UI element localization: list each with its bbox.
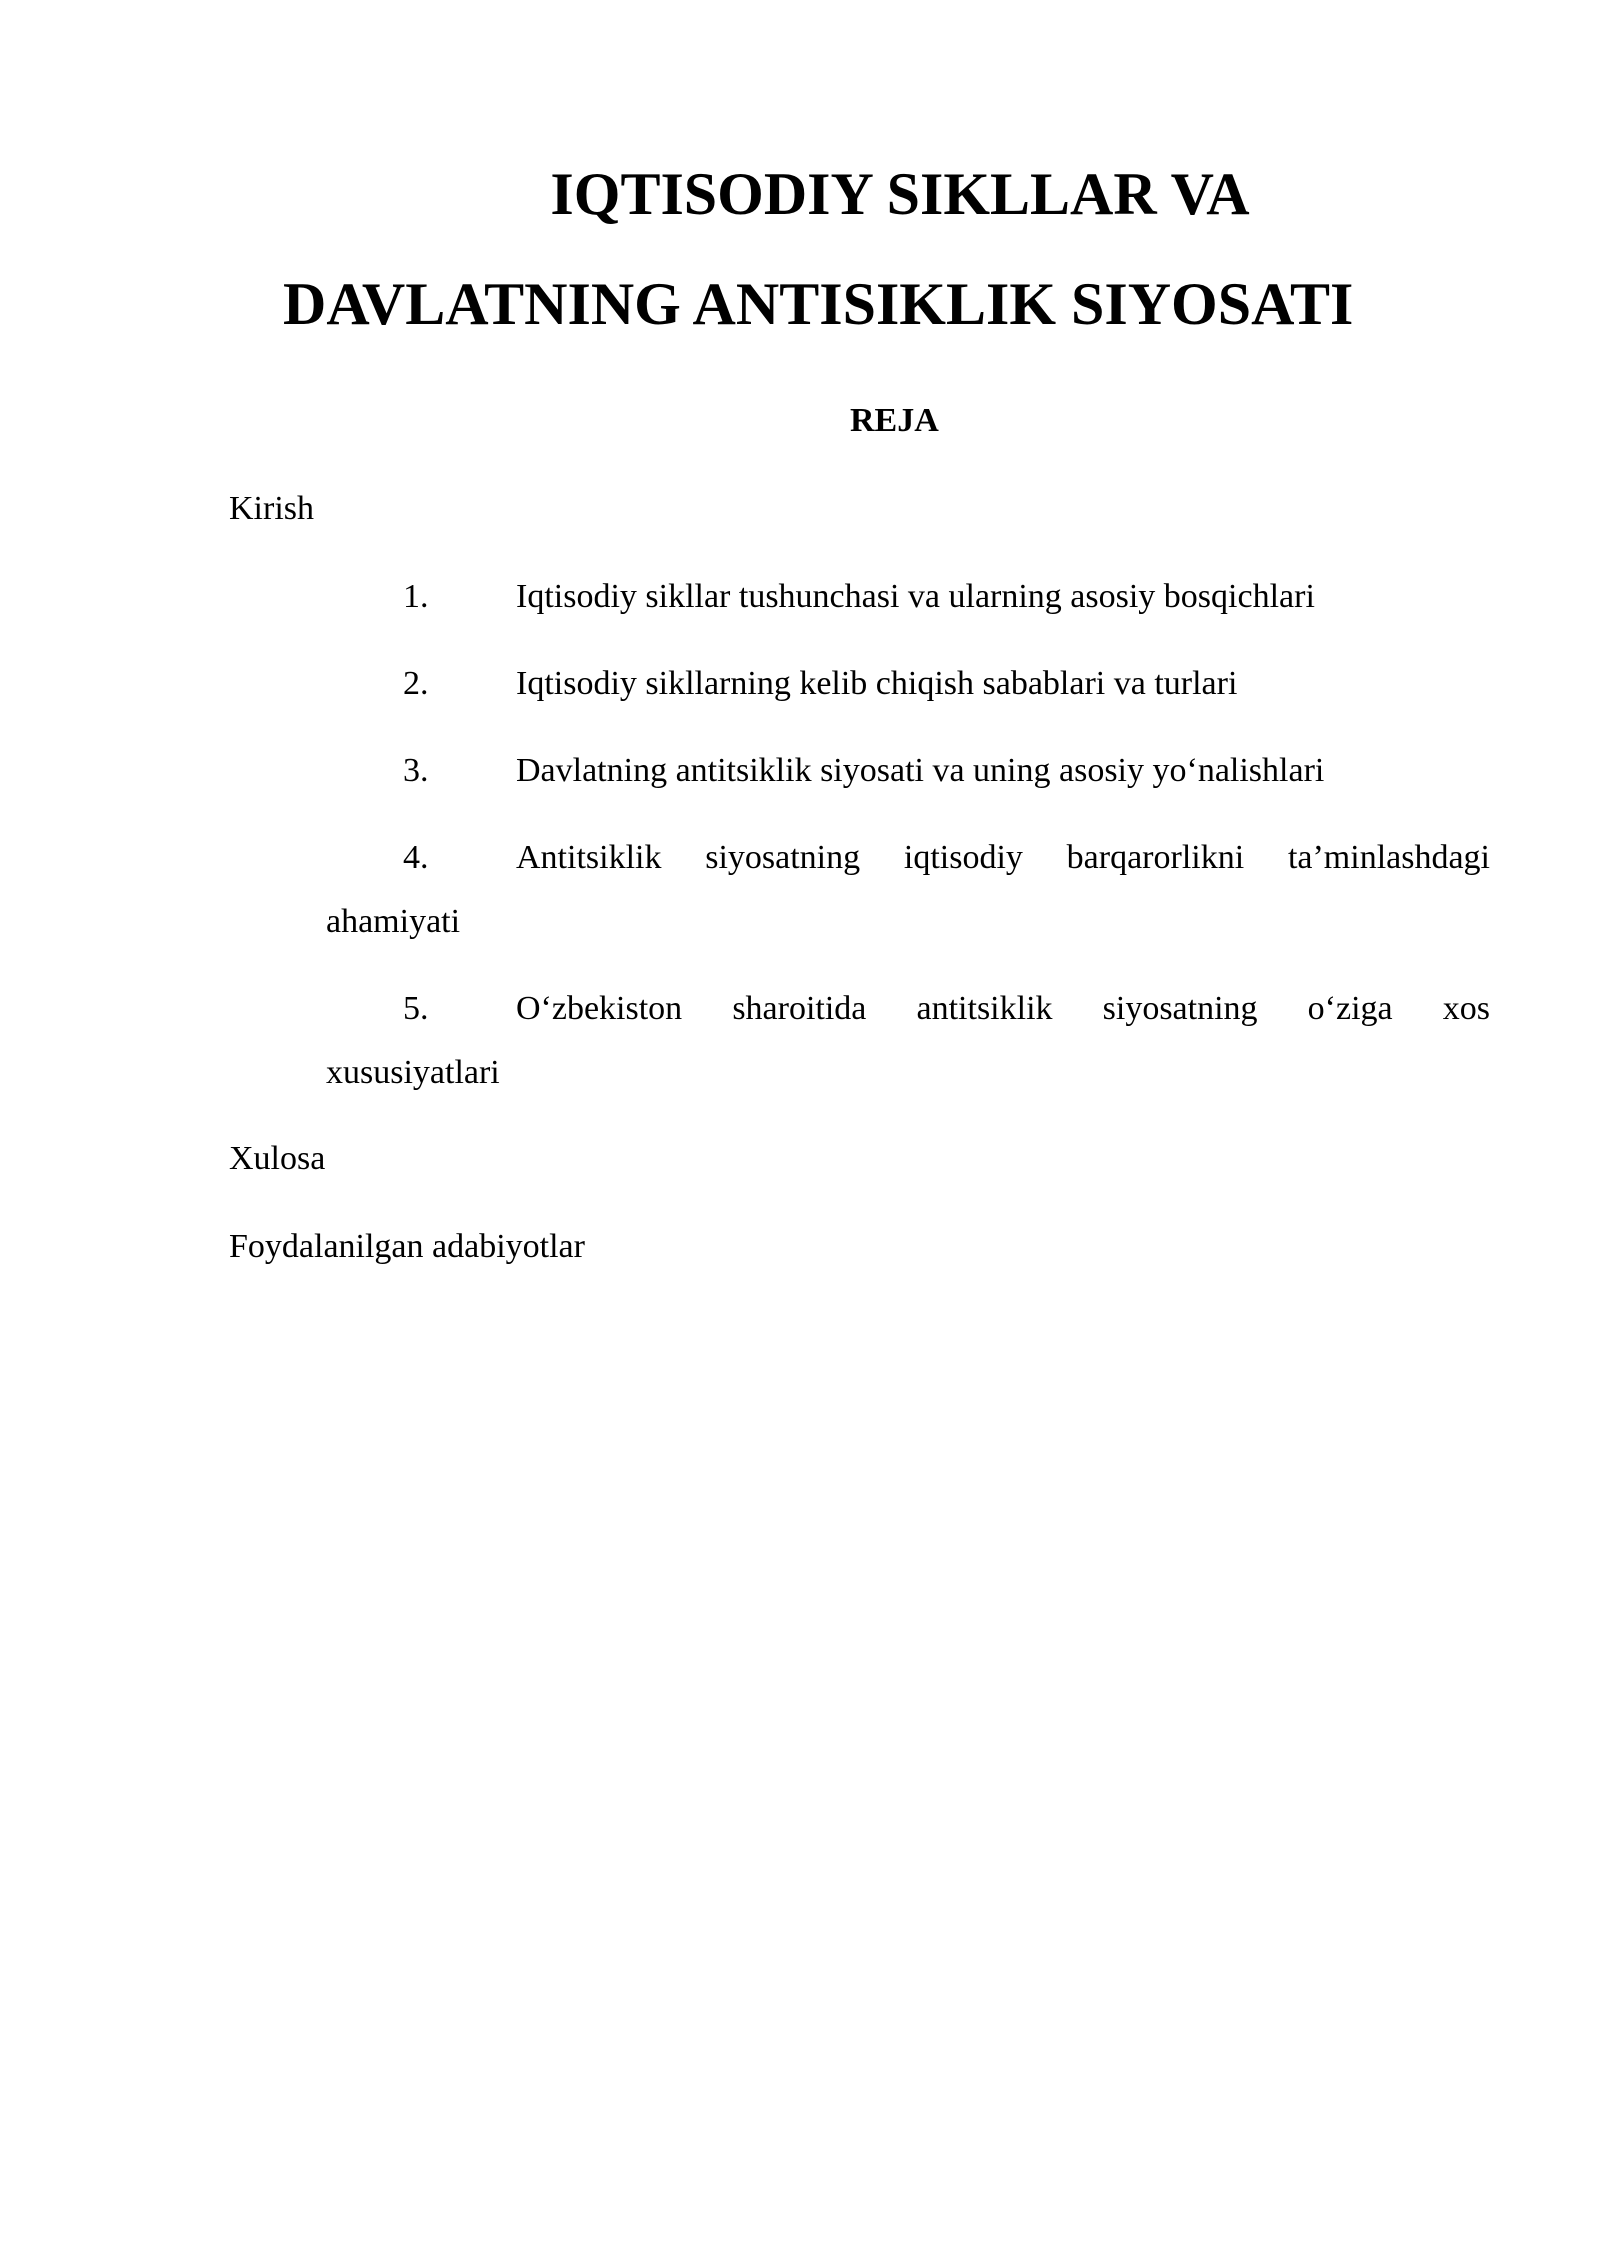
toc-item-number: 2.: [403, 665, 429, 702]
toc-item-text-continuation: ahamiyati: [326, 903, 461, 940]
toc-item-number: 4.: [403, 839, 429, 876]
toc-item-text: O‘zbekiston sharoitida antitsiklik siyosatning o‘ziga xos: [516, 990, 1490, 1027]
toc-item-text: Antitsiklik siyosatning iqtisodiy barqarorlikni ta’minlashdagi: [516, 839, 1490, 876]
plan-heading: REJA: [850, 402, 939, 439]
toc-references: Foydalanilgan adabiyotlar: [229, 1228, 585, 1265]
toc-item-text: Davlatning antitsiklik siyosati va uning asosiy yo‘nalishlari: [516, 752, 1325, 789]
toc-item-number: 1.: [403, 578, 429, 615]
toc-item-number: 5.: [403, 990, 429, 1027]
document-title-line-1: IQTISODIY SIKLLAR VA: [550, 161, 1250, 227]
toc-item-number: 3.: [403, 752, 429, 789]
toc-item-text-continuation: xususiyatlari: [326, 1054, 500, 1091]
toc-introduction: Kirish: [229, 490, 314, 527]
toc-item-text: Iqtisodiy sikllarning kelib chiqish sabablari va turlari: [516, 665, 1238, 702]
toc-item-text: Iqtisodiy sikllar tushunchasi va ularning asosiy bosqichlari: [516, 578, 1315, 615]
document-title-line-2: DAVLATNING ANTISIKLIK SIYOSATI: [283, 271, 1354, 337]
toc-conclusion: Xulosa: [229, 1140, 326, 1177]
